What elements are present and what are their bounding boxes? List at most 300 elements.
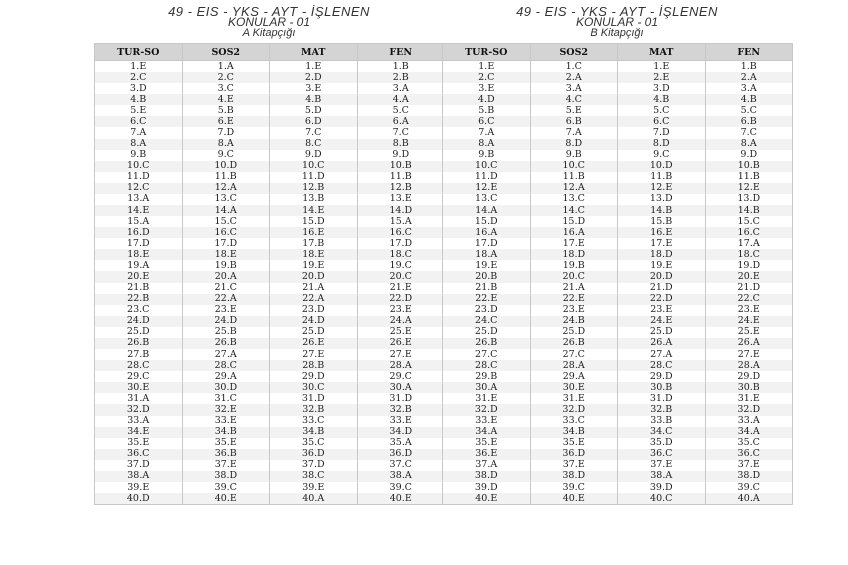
answer-cell-sos2: 36.D — [530, 449, 618, 460]
answer-cell-sos2: 30.D — [182, 382, 270, 393]
table-row — [95, 471, 445, 482]
table-row — [443, 471, 793, 482]
answer-cell-tur-so: 15.D — [443, 216, 531, 227]
answer-cell-sos2: 31.C — [182, 393, 270, 404]
answer-cell-tur-so: 3.E — [443, 83, 531, 94]
answer-cell-fen: 12.E — [705, 183, 793, 194]
answer-cell-tur-so: 7.A — [95, 127, 183, 138]
answer-cell-fen: 13.D — [705, 194, 793, 205]
answer-cell-fen: 3.A — [357, 83, 445, 94]
table-row — [443, 449, 793, 460]
answer-cell-mat: 10.C — [270, 161, 358, 172]
answer-cell-fen: 25.E — [705, 327, 793, 338]
booklet-a-answer-table — [94, 43, 445, 505]
answer-cell-mat: 31.D — [270, 393, 358, 404]
answer-cell-tur-so: 13.C — [443, 194, 531, 205]
column-header-mat: MAT — [270, 44, 358, 61]
table-row — [443, 404, 793, 415]
answer-cell-fen: 36.D — [357, 449, 445, 460]
table-row — [95, 194, 445, 205]
answer-cell-sos2: 13.C — [530, 194, 618, 205]
table-row — [443, 438, 793, 449]
answer-cell-sos2: 38.D — [182, 471, 270, 482]
answer-cell-mat: 36.C — [618, 449, 706, 460]
answer-cell-sos2: 20.A — [182, 271, 270, 282]
answer-cell-sos2: 11.B — [182, 172, 270, 183]
answer-cell-tur-so: 40.E — [443, 493, 531, 505]
answer-cell-tur-so: 33.A — [95, 416, 183, 427]
answer-cell-mat: 12.B — [270, 183, 358, 194]
answer-cell-sos2: 4.C — [530, 94, 618, 105]
answer-cell-mat: 26.E — [270, 338, 358, 349]
answer-cell-mat: 2.E — [618, 72, 706, 83]
answer-cell-fen: 27.E — [705, 349, 793, 360]
table-row — [443, 327, 793, 338]
answer-cell-fen: 25.E — [357, 327, 445, 338]
answer-cell-mat: 30.B — [618, 382, 706, 393]
answer-cell-sos2: 26.B — [182, 338, 270, 349]
answer-cell-fen: 39.C — [705, 482, 793, 493]
answer-cell-sos2: 33.E — [182, 416, 270, 427]
booklet-a-title-line2: KONULAR - 01 — [227, 15, 311, 29]
answer-cell-mat: 21.D — [618, 283, 706, 294]
answer-cell-sos2: 2.C — [182, 72, 270, 83]
answer-cell-sos2: 27.C — [530, 349, 618, 360]
answer-cell-mat: 35.D — [618, 438, 706, 449]
answer-cell-tur-so: 39.E — [95, 482, 183, 493]
table-row — [95, 238, 445, 249]
answer-cell-sos2: 35.E — [182, 438, 270, 449]
answer-cell-mat: 16.E — [618, 227, 706, 238]
answer-cell-mat: 38.A — [618, 471, 706, 482]
answer-cell-mat: 30.C — [270, 382, 358, 393]
answer-cell-tur-so: 11.D — [95, 172, 183, 183]
table-row — [95, 416, 445, 427]
answer-cell-sos2: 40.E — [530, 493, 618, 505]
table-row — [443, 283, 793, 294]
answer-cell-fen: 27.E — [357, 349, 445, 360]
table-row — [443, 61, 793, 73]
answer-cell-tur-so: 35.E — [95, 438, 183, 449]
answer-cell-fen: 22.D — [357, 294, 445, 305]
answer-cell-fen: 26.A — [705, 338, 793, 349]
answer-cell-fen: 35.A — [357, 438, 445, 449]
answer-cell-tur-so: 20.B — [443, 271, 531, 282]
answer-cell-sos2: 18.E — [182, 249, 270, 260]
booklet-b-answer-table — [442, 43, 793, 505]
table-row — [443, 294, 793, 305]
answer-cell-sos2: 27.A — [182, 349, 270, 360]
answer-cell-mat: 7.C — [270, 127, 358, 138]
answer-cell-fen: 1.B — [357, 61, 445, 73]
booklet-b-title-line3: B Kitapçığı — [590, 27, 644, 39]
table-row — [443, 393, 793, 404]
answer-cell-sos2: 36.B — [182, 449, 270, 460]
answer-cell-mat: 40.A — [270, 493, 358, 505]
answer-cell-tur-so: 1.E — [95, 61, 183, 73]
answer-cell-mat: 32.B — [618, 404, 706, 415]
answer-cell-tur-so: 17.D — [443, 238, 531, 249]
answer-cell-mat: 34.B — [270, 427, 358, 438]
answer-cell-mat: 33.C — [270, 416, 358, 427]
answer-cell-tur-so: 16.D — [95, 227, 183, 238]
answer-cell-tur-so: 35.E — [443, 438, 531, 449]
answer-cell-sos2: 5.E — [530, 105, 618, 116]
answer-cell-tur-so: 32.D — [95, 404, 183, 415]
answer-cell-fen: 32.B — [357, 404, 445, 415]
table-row — [443, 116, 793, 127]
table-row — [443, 338, 793, 349]
answer-cell-sos2: 12.A — [530, 183, 618, 194]
answer-cell-tur-so: 26.B — [443, 338, 531, 349]
answer-cell-mat: 24.D — [270, 316, 358, 327]
table-row — [95, 227, 445, 238]
answer-cell-sos2: 10.D — [182, 161, 270, 172]
answer-cell-tur-so: 16.A — [443, 227, 531, 238]
answer-cell-sos2: 34.B — [182, 427, 270, 438]
answer-cell-tur-so: 24.D — [95, 316, 183, 327]
answer-cell-tur-so: 8.A — [443, 139, 531, 150]
answer-cell-mat: 23.E — [618, 305, 706, 316]
answer-cell-mat: 32.B — [270, 404, 358, 415]
table-row — [443, 83, 793, 94]
answer-cell-tur-so: 37.D — [95, 460, 183, 471]
answer-cell-fen: 37.E — [705, 460, 793, 471]
table-row — [95, 94, 445, 105]
answer-cell-fen: 14.D — [357, 205, 445, 216]
answer-cell-mat: 26.A — [618, 338, 706, 349]
table-row — [95, 249, 445, 260]
table-row — [95, 150, 445, 161]
answer-cell-fen: 32.D — [705, 404, 793, 415]
answer-cell-fen: 12.B — [357, 183, 445, 194]
answer-cell-fen: 16.C — [357, 227, 445, 238]
answer-cell-sos2: 2.A — [530, 72, 618, 83]
answer-cell-tur-so: 28.C — [95, 360, 183, 371]
answer-cell-fen: 19.D — [705, 260, 793, 271]
table-row — [443, 72, 793, 83]
answer-cell-mat: 3.E — [270, 83, 358, 94]
table-row — [95, 271, 445, 282]
answer-cell-tur-so: 34.E — [95, 427, 183, 438]
answer-cell-sos2: 15.C — [182, 216, 270, 227]
answer-cell-tur-so: 39.D — [443, 482, 531, 493]
answer-cell-tur-so: 4.B — [95, 94, 183, 105]
table-row — [443, 360, 793, 371]
answer-cell-mat: 36.D — [270, 449, 358, 460]
answer-cell-tur-so: 27.C — [443, 349, 531, 360]
answer-cell-sos2: 23.E — [182, 305, 270, 316]
table-row — [95, 338, 445, 349]
answer-cell-mat: 15.B — [618, 216, 706, 227]
answer-cell-fen: 5.C — [705, 105, 793, 116]
answer-cell-tur-so: 6.C — [95, 116, 183, 127]
table-row — [443, 172, 793, 183]
answer-cell-fen: 5.C — [357, 105, 445, 116]
column-header-sos2: SOS2 — [182, 44, 270, 61]
answer-cell-sos2: 28.A — [530, 360, 618, 371]
table-row — [95, 172, 445, 183]
table-row — [443, 150, 793, 161]
answer-cell-tur-so: 22.E — [443, 294, 531, 305]
answer-cell-fen: 21.D — [705, 283, 793, 294]
answer-cell-mat: 13.D — [618, 194, 706, 205]
answer-cell-mat: 11.D — [270, 172, 358, 183]
answer-cell-fen: 37.C — [357, 460, 445, 471]
answer-cell-sos2: 39.C — [530, 482, 618, 493]
answer-cell-fen: 38.A — [357, 471, 445, 482]
answer-cell-fen: 36.C — [705, 449, 793, 460]
answer-cell-tur-so: 30.E — [95, 382, 183, 393]
answer-cell-tur-so: 3.D — [95, 83, 183, 94]
answer-cell-fen: 7.C — [705, 127, 793, 138]
answer-cell-sos2: 16.C — [182, 227, 270, 238]
answer-cell-tur-so: 18.E — [95, 249, 183, 260]
answer-cell-sos2: 16.A — [530, 227, 618, 238]
table-row — [95, 116, 445, 127]
answer-cell-mat: 35.C — [270, 438, 358, 449]
answer-cell-tur-so: 37.A — [443, 460, 531, 471]
answer-cell-sos2: 21.C — [182, 283, 270, 294]
answer-cell-mat: 23.D — [270, 305, 358, 316]
answer-cell-mat: 4.B — [618, 94, 706, 105]
answer-cell-fen: 13.E — [357, 194, 445, 205]
answer-cell-tur-so: 33.E — [443, 416, 531, 427]
booklet-b-table-body — [443, 61, 793, 505]
booklet-b-title-line1: 49 - EIS - YKS - AYT - İŞLENEN — [516, 4, 718, 19]
table-row — [95, 382, 445, 393]
answer-cell-fen: 30.A — [357, 382, 445, 393]
answer-cell-sos2: 21.A — [530, 283, 618, 294]
answer-cell-sos2: 34.B — [530, 427, 618, 438]
table-row — [95, 61, 445, 73]
column-header-fen: FEN — [357, 44, 445, 61]
answer-cell-tur-so: 21.B — [443, 283, 531, 294]
answer-cell-sos2: 8.D — [530, 139, 618, 150]
answer-cell-fen: 18.C — [357, 249, 445, 260]
answer-cell-mat: 9.D — [270, 150, 358, 161]
answer-cell-fen: 4.A — [357, 94, 445, 105]
answer-cell-mat: 3.D — [618, 83, 706, 94]
answer-cell-tur-so: 10.C — [443, 161, 531, 172]
answer-cell-mat: 40.C — [618, 493, 706, 505]
answer-cell-sos2: 6.B — [530, 116, 618, 127]
answer-cell-mat: 6.C — [618, 116, 706, 127]
answer-cell-tur-so: 30.A — [443, 382, 531, 393]
answer-cell-sos2: 1.A — [182, 61, 270, 73]
answer-cell-fen: 24.A — [357, 316, 445, 327]
answer-cell-tur-so: 10.C — [95, 161, 183, 172]
column-header-tur-so: TUR-SO — [95, 44, 183, 61]
answer-cell-fen: 10.B — [705, 161, 793, 172]
answer-cell-mat: 17.B — [270, 238, 358, 249]
answer-cell-fen: 1.B — [705, 61, 793, 73]
column-header-mat: MAT — [618, 44, 706, 61]
answer-cell-mat: 1.E — [270, 61, 358, 73]
answer-cell-fen: 2.B — [357, 72, 445, 83]
answer-cell-tur-so: 28.C — [443, 360, 531, 371]
answer-cell-tur-so: 29.C — [95, 371, 183, 382]
answer-cell-tur-so: 6.C — [443, 116, 531, 127]
table-row — [95, 393, 445, 404]
answer-cell-mat: 25.D — [270, 327, 358, 338]
answer-cell-tur-so: 23.C — [95, 305, 183, 316]
answer-cell-tur-so: 5.B — [443, 105, 531, 116]
answer-cell-fen: 6.B — [705, 116, 793, 127]
answer-cell-mat: 33.B — [618, 416, 706, 427]
answer-cell-fen: 18.C — [705, 249, 793, 260]
answer-cell-sos2: 24.D — [182, 316, 270, 327]
answer-cell-sos2: 23.E — [530, 305, 618, 316]
table-row — [95, 260, 445, 271]
answer-cell-tur-so: 7.A — [443, 127, 531, 138]
answer-cell-mat: 37.D — [270, 460, 358, 471]
answer-cell-mat: 28.C — [618, 360, 706, 371]
answer-cell-tur-so: 14.A — [443, 205, 531, 216]
table-header-row — [95, 44, 445, 61]
answer-cell-sos2: 26.B — [530, 338, 618, 349]
answer-cell-mat: 25.D — [618, 327, 706, 338]
answer-cell-fen: 28.A — [357, 360, 445, 371]
answer-cell-tur-so: 21.B — [95, 283, 183, 294]
answer-cell-sos2: 18.D — [530, 249, 618, 260]
answer-cell-mat: 34.C — [618, 427, 706, 438]
booklet-b-panel — [442, 6, 792, 505]
answer-cell-mat: 18.E — [270, 249, 358, 260]
answer-cell-mat: 19.E — [270, 260, 358, 271]
answer-cell-fen: 39.C — [357, 482, 445, 493]
answer-cell-mat: 39.E — [270, 482, 358, 493]
table-row — [443, 216, 793, 227]
table-row — [95, 493, 445, 505]
answer-cell-mat: 9.C — [618, 150, 706, 161]
answer-cell-fen: 23.E — [357, 305, 445, 316]
table-header-row — [443, 44, 793, 61]
answer-cell-sos2: 14.C — [530, 205, 618, 216]
answer-cell-sos2: 15.D — [530, 216, 618, 227]
answer-cell-fen: 23.E — [705, 305, 793, 316]
answer-cell-tur-so: 9.B — [443, 150, 531, 161]
answer-cell-mat: 11.B — [618, 172, 706, 183]
answer-cell-fen: 28.A — [705, 360, 793, 371]
table-row — [95, 427, 445, 438]
answer-cell-fen: 29.D — [705, 371, 793, 382]
answer-cell-tur-so: 1.E — [443, 61, 531, 73]
table-row — [443, 94, 793, 105]
answer-cell-tur-so: 4.D — [443, 94, 531, 105]
answer-cell-sos2: 22.E — [530, 294, 618, 305]
answer-cell-fen: 2.A — [705, 72, 793, 83]
answer-cell-sos2: 37.E — [182, 460, 270, 471]
booklet-a-panel — [94, 6, 444, 505]
table-row — [95, 72, 445, 83]
table-row — [443, 482, 793, 493]
table-row — [95, 127, 445, 138]
answer-cell-fen: 35.C — [705, 438, 793, 449]
answer-cell-fen: 20.E — [705, 271, 793, 282]
table-row — [95, 305, 445, 316]
answer-cell-mat: 22.A — [270, 294, 358, 305]
answer-cell-fen: 17.A — [705, 238, 793, 249]
table-row — [443, 194, 793, 205]
booklet-a-title-line3: A Kitapçığı — [242, 27, 296, 39]
table-row — [95, 449, 445, 460]
table-row — [95, 371, 445, 382]
answer-cell-sos2: 39.C — [182, 482, 270, 493]
table-row — [443, 371, 793, 382]
answer-cell-tur-so: 13.A — [95, 194, 183, 205]
answer-cell-mat: 29.D — [618, 371, 706, 382]
answer-cell-sos2: 25.D — [530, 327, 618, 338]
booklet-a-title-line1: 49 - EIS - YKS - AYT - İŞLENEN — [168, 4, 370, 19]
table-row — [443, 427, 793, 438]
table-row — [443, 305, 793, 316]
answer-cell-tur-so: 5.E — [95, 105, 183, 116]
table-row — [443, 493, 793, 505]
answer-cell-tur-so: 34.A — [443, 427, 531, 438]
table-row — [95, 283, 445, 294]
answer-cell-mat: 4.B — [270, 94, 358, 105]
answer-cell-sos2: 8.A — [182, 139, 270, 150]
answer-cell-fen: 9.D — [705, 150, 793, 161]
answer-cell-mat: 29.D — [270, 371, 358, 382]
table-row — [95, 161, 445, 172]
answer-cell-mat: 10.D — [618, 161, 706, 172]
answer-cell-mat: 12.E — [618, 183, 706, 194]
answer-cell-sos2: 3.C — [182, 83, 270, 94]
table-row — [443, 460, 793, 471]
answer-cell-sos2: 4.E — [182, 94, 270, 105]
table-row — [443, 249, 793, 260]
table-row — [443, 105, 793, 116]
answer-cell-tur-so: 38.A — [95, 471, 183, 482]
answer-cell-tur-so: 15.A — [95, 216, 183, 227]
booklet-a-title — [94, 6, 444, 39]
answer-cell-mat: 14.B — [618, 205, 706, 216]
answer-cell-tur-so: 25.D — [95, 327, 183, 338]
answer-cell-tur-so: 31.A — [95, 393, 183, 404]
answer-cell-sos2: 9.C — [182, 150, 270, 161]
answer-cell-fen: 6.A — [357, 116, 445, 127]
answer-cell-fen: 8.B — [357, 139, 445, 150]
answer-cell-sos2: 28.C — [182, 360, 270, 371]
answer-cell-mat: 20.D — [618, 271, 706, 282]
answer-cell-sos2: 33.C — [530, 416, 618, 427]
answer-cell-fen: 10.B — [357, 161, 445, 172]
answer-cell-tur-so: 8.A — [95, 139, 183, 150]
answer-cell-tur-so: 27.B — [95, 349, 183, 360]
table-row — [95, 205, 445, 216]
column-header-tur-so: TUR-SO — [443, 44, 531, 61]
answer-cell-sos2: 19.B — [530, 260, 618, 271]
answer-cell-tur-so: 18.A — [443, 249, 531, 260]
answer-cell-mat: 18.D — [618, 249, 706, 260]
answer-cell-mat: 6.D — [270, 116, 358, 127]
answer-cell-tur-so: 19.E — [443, 260, 531, 271]
answer-cell-fen: 40.A — [705, 493, 793, 505]
table-row — [95, 349, 445, 360]
answer-cell-sos2: 6.E — [182, 116, 270, 127]
table-row — [95, 294, 445, 305]
answer-cell-fen: 7.C — [357, 127, 445, 138]
answer-cell-fen: 8.A — [705, 139, 793, 150]
answer-cell-sos2: 17.E — [530, 238, 618, 249]
answer-cell-mat: 2.D — [270, 72, 358, 83]
answer-cell-sos2: 32.E — [182, 404, 270, 415]
table-row — [95, 83, 445, 94]
answer-cell-mat: 16.E — [270, 227, 358, 238]
answer-cell-mat: 31.D — [618, 393, 706, 404]
